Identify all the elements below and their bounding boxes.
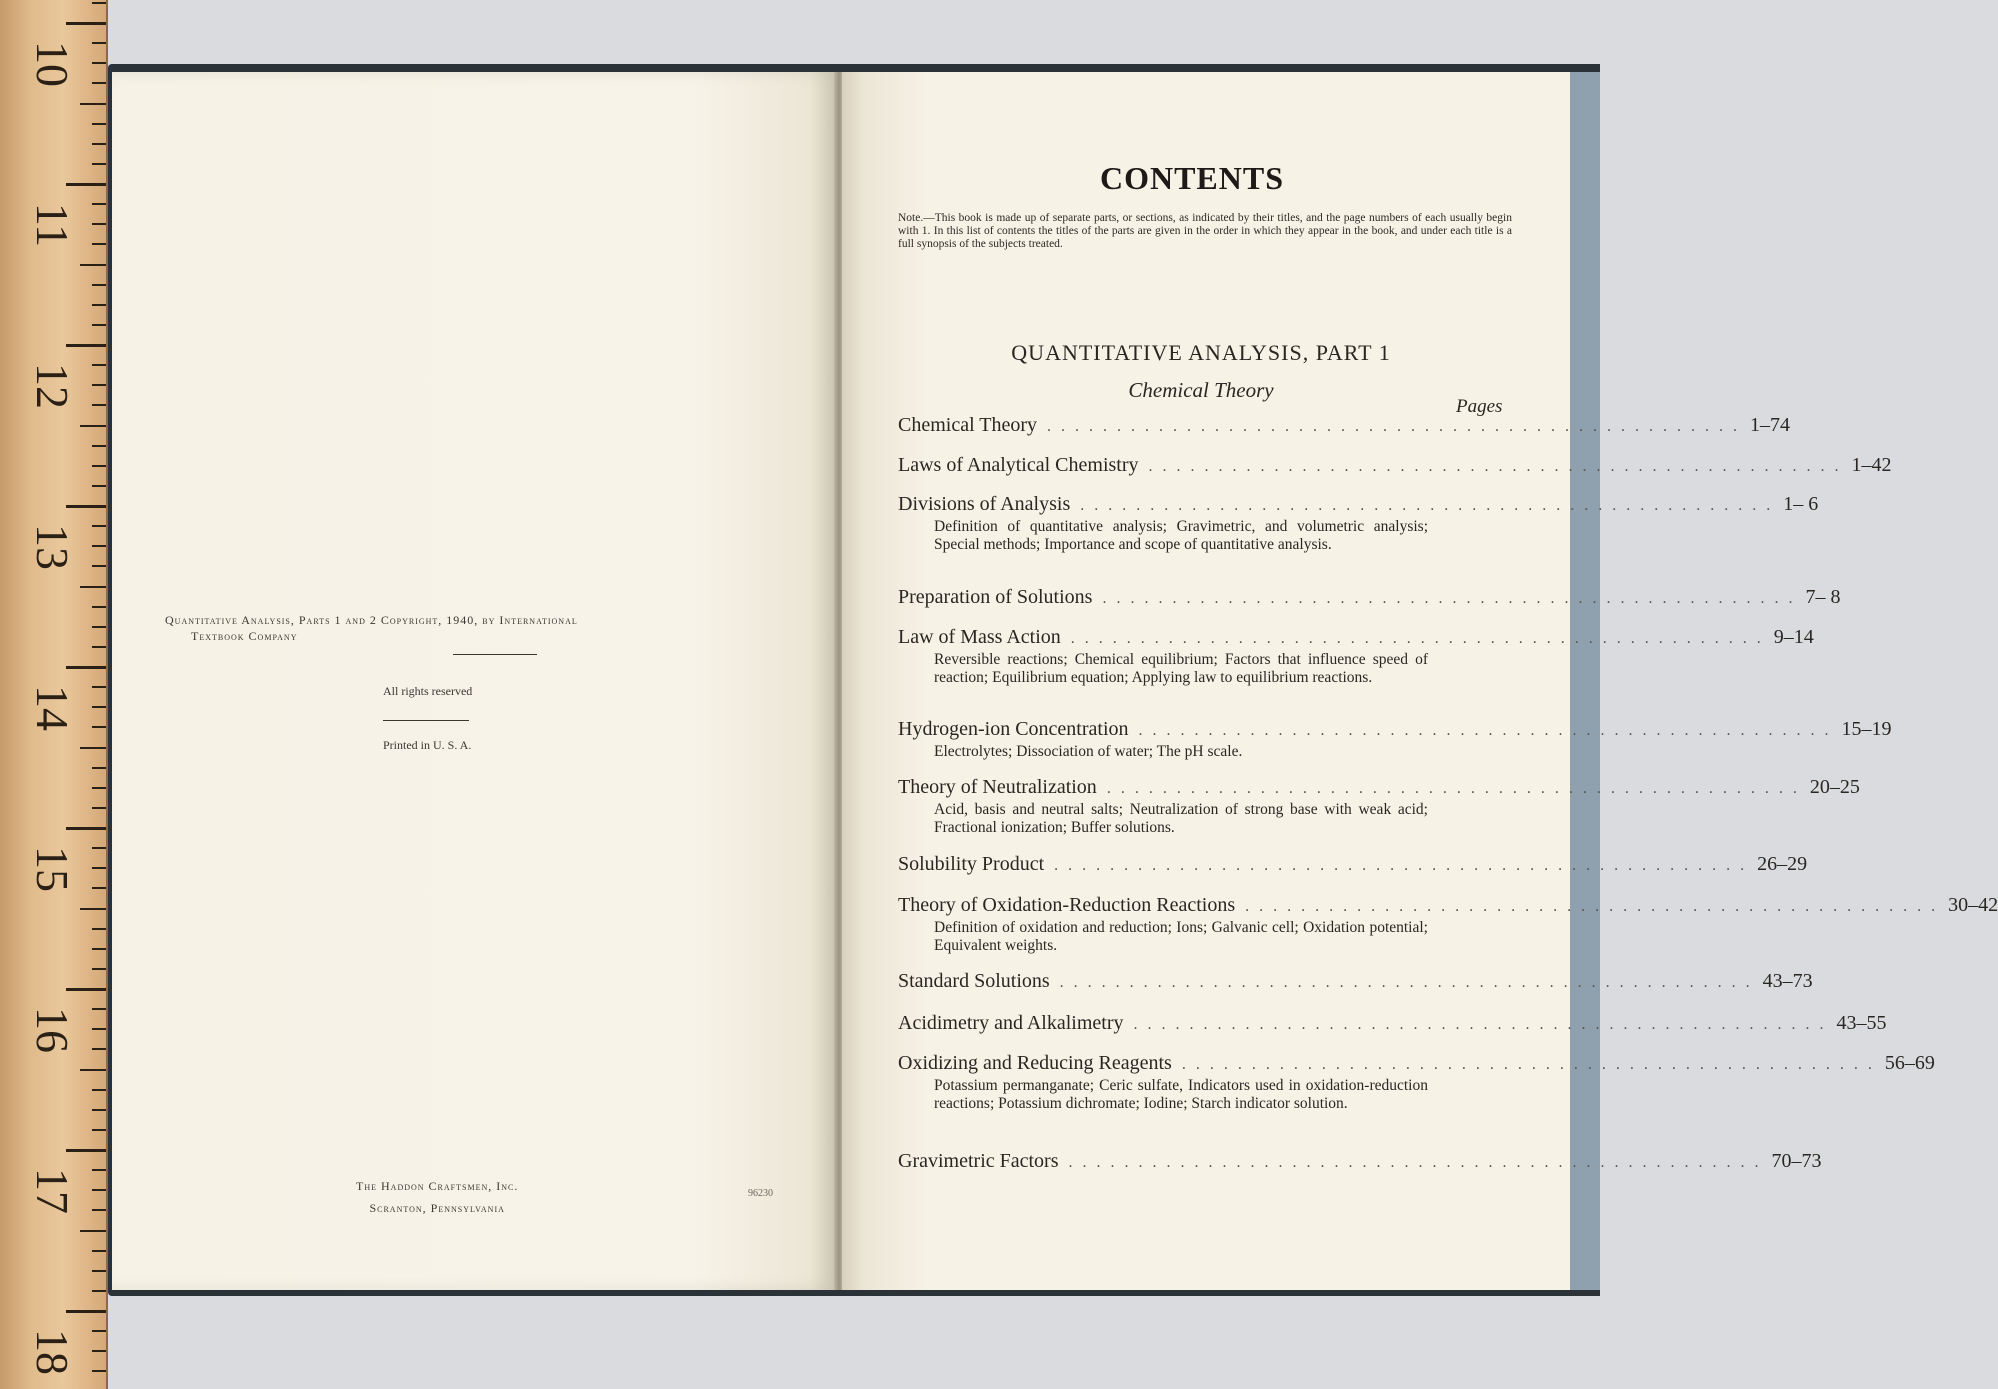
contents-note: Note.—This book is made up of separate parts, or sections, as indicated by their titles, and the page numbers of each usually begin with 1. In this list of contents the titles of the parts are given in the order in which they appear in the book, and under each title is a full synopsis of the subjects treated.: [898, 212, 1512, 250]
ruler-tick: [92, 1129, 106, 1131]
ruler-tick: [80, 586, 106, 588]
ruler-tick: [92, 404, 106, 406]
ruler-tick: [92, 968, 106, 970]
entry-title: Acidimetry and Alkalimetry: [898, 1012, 1124, 1034]
contents-entry: [898, 1012, 1887, 1035]
copyright-line-1: Quantitative Analysis, Parts 1 and 2 Copyright, 1940, by International: [165, 613, 578, 627]
ruler-tick: [66, 666, 106, 669]
ruler-tick: [92, 143, 106, 145]
ruler-tick: [66, 1149, 106, 1152]
ruler-tick: [80, 908, 106, 910]
ruler-tick: [92, 1189, 106, 1191]
ruler-tick: [92, 1089, 106, 1091]
ruler-tick: [66, 344, 106, 347]
contents-entry: [898, 853, 1808, 876]
ruler-tick: [66, 22, 106, 25]
dot-leader: . . . . . . . . . . . . . . . . . . . . . . . . . . . . . . . . . . . . . . . . . . . . . . . . . .: [1245, 898, 1939, 915]
ruler-tick: [66, 505, 106, 508]
dot-leader: . . . . . . . . . . . . . . . . . . . . . . . . . . . . . . . . . . . . . . . . . . . . . . . . . .: [1054, 857, 1748, 874]
ruler-tick: [92, 304, 106, 306]
ruler-tick: [92, 1290, 106, 1292]
ruler-tick: [92, 1250, 106, 1252]
entry-pages: 1– 6: [1783, 493, 1819, 515]
ruler-number: 11: [27, 202, 78, 248]
entry-synopsis: Definition of quantitative analysis; Gravimetric, and volumetric analysis; Special methods; Importance and scope of quantitative analysis.: [934, 518, 1428, 553]
ruler-tick: [92, 1270, 106, 1272]
ruler-tick: [92, 1370, 106, 1372]
contents-entry: [898, 894, 1998, 955]
yardstick-ruler: [0, 0, 108, 1389]
dot-leader: . . . . . . . . . . . . . . . . . . . . . . . . . . . . . . . . . . . . . . . . . . . . . . . . . .: [1138, 722, 1832, 739]
contents-entry: [898, 718, 1892, 761]
ruler-tick: [92, 2, 106, 4]
entry-synopsis: Reversible reactions; Chemical equilibrium; Factors that influence speed of reaction; Equilibrium equation; Applying law to equilibrium reactions.: [934, 651, 1428, 686]
entry-title: Laws of Analytical Chemistry: [898, 454, 1139, 476]
ruler-tick: [66, 988, 106, 991]
ruler-tick: [92, 887, 106, 889]
ruler-tick: [92, 123, 106, 125]
ruler-tick: [92, 465, 106, 467]
entry-title: Standard Solutions: [898, 970, 1050, 992]
rights-reserved: All rights reserved: [383, 684, 473, 698]
dot-leader: . . . . . . . . . . . . . . . . . . . . . . . . . . . . . . . . . . . . . . . . . . . . . . . . . .: [1059, 974, 1753, 991]
ruler-tick: [92, 384, 106, 386]
ruler-tick: [92, 565, 106, 567]
printer-name: The Haddon Craftsmen, Inc.: [356, 1179, 519, 1193]
ruler-tick: [92, 445, 106, 447]
entry-synopsis: Potassium permanganate; Ceric sulfate, Indicators used in oxidation-reduction reactions; Potassium dichromate; Iodine; Starch indicator solution.: [934, 1077, 1428, 1112]
ruler-tick: [92, 1109, 106, 1111]
ruler-tick: [80, 103, 106, 105]
ruler-tick: [92, 364, 106, 366]
ruler-tick: [92, 1330, 106, 1332]
ruler-tick: [92, 1028, 106, 1030]
ruler-tick: [92, 525, 106, 527]
ruler-tick: [66, 1310, 106, 1313]
ruler-tick: [92, 1008, 106, 1010]
dot-leader: . . . . . . . . . . . . . . . . . . . . . . . . . . . . . . . . . . . . . . . . . . . . . . . . . .: [1102, 590, 1796, 607]
contents-title: CONTENTS: [1099, 160, 1285, 196]
ruler-number: 10: [27, 41, 78, 87]
dot-leader: . . . . . . . . . . . . . . . . . . . . . . . . . . . . . . . . . . . . . . . . . . . . . . . . . .: [1070, 630, 1764, 647]
dot-leader: . . . . . . . . . . . . . . . . . . . . . . . . . . . . . . . . . . . . . . . . . . . . . . . . . .: [1133, 1016, 1827, 1033]
entry-title: Oxidizing and Reducing Reagents: [898, 1052, 1172, 1074]
ruler-tick: [92, 545, 106, 547]
ruler-number: 14: [27, 685, 78, 731]
ruler-tick: [92, 203, 106, 205]
contents-entry: [898, 1150, 1822, 1173]
ruler-tick: [92, 223, 106, 225]
contents-entry: [898, 776, 1860, 837]
ruler-tick: [92, 243, 106, 245]
entry-title: Gravimetric Factors: [898, 1150, 1059, 1172]
print-code: 96230: [748, 1188, 773, 1199]
printer-city: Scranton, Pennsylvania: [369, 1201, 505, 1215]
entry-title: Chemical Theory: [898, 414, 1038, 436]
ruler-number: 16: [27, 1007, 78, 1053]
entry-pages: 26–29: [1757, 853, 1808, 875]
ruler-tick: [92, 1169, 106, 1171]
dot-leader: . . . . . . . . . . . . . . . . . . . . . . . . . . . . . . . . . . . . . . . . . . . . . . . . . .: [1047, 418, 1741, 435]
endpaper: [1570, 72, 1600, 1290]
ruler-tick: [92, 787, 106, 789]
entry-synopsis: Definition of oxidation and reduction; Ions; Galvanic cell; Oxidation potential; Equivalent weights.: [934, 919, 1428, 954]
entry-pages: 1–74: [1750, 414, 1791, 436]
ruler-tick: [92, 82, 106, 84]
dot-leader: . . . . . . . . . . . . . . . . . . . . . . . . . . . . . . . . . . . . . . . . . . . . . . . . . .: [1148, 458, 1842, 475]
entry-synopsis: Acid, basis and neutral salts; Neutralization of strong base with weak acid; Fractional ionization; Buffer solutions.: [934, 801, 1428, 836]
section-title: Chemical Theory: [1128, 378, 1274, 402]
entry-pages: 30–42: [1948, 894, 1998, 916]
ruler-tick: [92, 62, 106, 64]
ruler-tick: [66, 183, 106, 186]
contents-entry: [898, 454, 1892, 477]
entry-pages: 43–73: [1762, 970, 1813, 992]
entry-title: Divisions of Analysis: [898, 493, 1071, 515]
copyright-notice: [165, 612, 765, 655]
ruler-number: 13: [27, 524, 78, 570]
ruler-number: 18: [27, 1329, 78, 1375]
ruler-tick: [92, 1350, 106, 1352]
entry-pages: 20–25: [1809, 776, 1860, 798]
entry-synopsis: Electrolytes; Dissociation of water; The pH scale.: [934, 743, 1243, 760]
entry-pages: 43–55: [1836, 1012, 1887, 1034]
contents-entry: [898, 414, 1791, 437]
entry-pages: 1–42: [1851, 454, 1892, 476]
divider-rule: [453, 654, 537, 655]
ruler-tick: [92, 485, 106, 487]
ruler-tick: [80, 264, 106, 266]
ruler-tick: [92, 1209, 106, 1211]
ruler-tick: [92, 686, 106, 688]
ruler-tick: [92, 42, 106, 44]
entry-title: Preparation of Solutions: [898, 586, 1093, 608]
ruler-tick: [92, 767, 106, 769]
part-title: QUANTITATIVE ANALYSIS, PART 1: [1011, 340, 1391, 365]
printer-imprint: [356, 1175, 518, 1219]
entry-pages: 7– 8: [1805, 586, 1841, 608]
ruler-number: 15: [27, 846, 78, 892]
ruler-tick: [92, 847, 106, 849]
ruler-tick: [92, 928, 106, 930]
copyright-line-2: Textbook Company: [191, 629, 298, 643]
ruler-tick: [80, 747, 106, 749]
entry-pages: 56–69: [1884, 1052, 1935, 1074]
ruler-number: 17: [27, 1168, 78, 1214]
ruler-number: 12: [27, 363, 78, 409]
ruler-tick: [92, 867, 106, 869]
ruler-tick: [92, 706, 106, 708]
entry-title: Solubility Product: [898, 853, 1045, 875]
entry-title: Theory of Oxidation-Reduction Reactions: [898, 894, 1236, 916]
ruler-tick: [92, 1048, 106, 1050]
entry-pages: 15–19: [1841, 718, 1892, 740]
dot-leader: . . . . . . . . . . . . . . . . . . . . . . . . . . . . . . . . . . . . . . . . . . . . . . . . . .: [1106, 780, 1800, 797]
ruler-tick: [92, 163, 106, 165]
ruler-tick: [80, 1069, 106, 1071]
ruler-tick: [92, 726, 106, 728]
ruler-tick: [92, 626, 106, 628]
ruler-tick: [92, 948, 106, 950]
ruler-tick: [92, 324, 106, 326]
entry-title: Hydrogen-ion Concentration: [898, 718, 1129, 740]
ruler-tick: [92, 646, 106, 648]
ruler-tick: [92, 606, 106, 608]
ruler-tick: [92, 284, 106, 286]
ruler-tick: [80, 425, 106, 427]
ruler-tick: [92, 807, 106, 809]
dot-leader: . . . . . . . . . . . . . . . . . . . . . . . . . . . . . . . . . . . . . . . . . . . . . . . . . .: [1080, 497, 1774, 514]
dot-leader: . . . . . . . . . . . . . . . . . . . . . . . . . . . . . . . . . . . . . . . . . . . . . . . . . .: [1181, 1056, 1875, 1073]
pages-column-header: Pages: [1456, 396, 1503, 417]
entry-pages: 70–73: [1771, 1150, 1822, 1172]
contents-entry: [898, 626, 1814, 687]
dot-leader: . . . . . . . . . . . . . . . . . . . . . . . . . . . . . . . . . . . . . . . . . . . . . . . . . .: [1068, 1154, 1762, 1171]
entry-title: Theory of Neutralization: [898, 776, 1097, 798]
divider-rule: [383, 720, 469, 721]
contents-entry: [898, 970, 1813, 993]
contents-entry: [898, 586, 1841, 609]
printed-in-usa: Printed in U. S. A.: [383, 738, 472, 752]
ruler-tick: [66, 827, 106, 830]
entry-pages: 9–14: [1773, 626, 1814, 648]
contents-entry: [898, 1052, 1935, 1113]
contents-entry: [898, 493, 1819, 554]
left-page: [112, 72, 838, 1290]
entry-title: Law of Mass Action: [898, 626, 1061, 648]
ruler-tick: [80, 1230, 106, 1232]
